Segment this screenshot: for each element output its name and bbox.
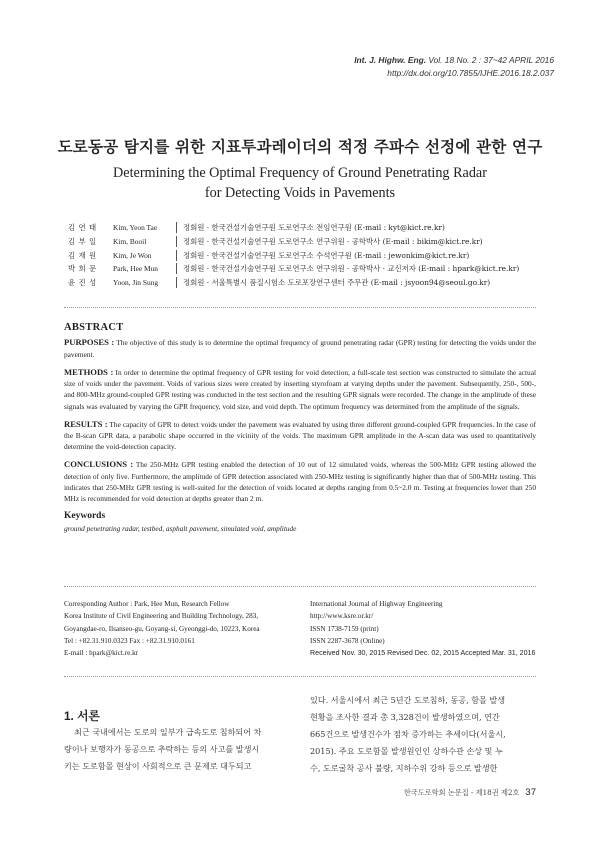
divider-top xyxy=(64,307,536,308)
received-dates: Received Nov. 30, 2015 Revised Dec. 02, 2015 Accepted Mar. 31, 2016 xyxy=(310,649,536,658)
footer-journal: 한국도로학회 논문집 - 제18권 제2호 xyxy=(403,788,520,797)
body-line: 키는 도로함몰 현상이 사회적으로 큰 문제로 대두되고 xyxy=(64,761,252,771)
author-name-en: Kim, Yeon Tae xyxy=(113,223,158,232)
abstract-heading: ABSTRACT xyxy=(64,322,124,333)
author-name-ko: 김 연 태 xyxy=(68,223,97,232)
author-divider xyxy=(176,236,183,247)
corr-line: Tel : +82.31.910.0323 Fax : +82.31.910.0161 xyxy=(64,636,195,645)
journal-name: International Journal of Highway Engineering xyxy=(310,600,443,608)
corr-line: Goyangdae-ro, Ilsanseo-gu, Goyang-si, Gyeonggi-do, 10223, Korea xyxy=(64,624,260,633)
divider-bottom xyxy=(64,676,536,677)
body-line: 량이나 보행자가 동공으로 추락하는 등의 사고를 발생시 xyxy=(64,744,260,754)
abstract-methods xyxy=(64,367,536,413)
title-english-line1: Determining the Optimal Frequency of Ground Penetrating Radar xyxy=(113,165,487,181)
keywords-block xyxy=(64,511,536,534)
keywords-text: ground penetrating radar, testbed, asphalt pavement, simulated void, amplitude xyxy=(64,523,297,533)
doi-link[interactable]: http://dx.doi.org/10.7855/IJHE.2016.18.2.037 xyxy=(387,67,554,78)
methods-text: In order to determine the optimal frequency of GPR testing for void detection, a full-scale test section was constructed to simulate the actual size of voids under the pavement. Voids of various sizes were created by inserting styrofoam at varying depths under the pavement. Subsequently, 250-, 500-, and 800-MHz ground-coupled GPR testing was conducted in the test section and the resulting GPR signals were recorded. The change in the amplitude of these signals was evaluated by varying the GPR frequency, void size, and void depth. The optimum frequency was determined from the amplitude of the signals. xyxy=(64,367,536,411)
author-affiliation: 정회원 · 한국건설기술연구원 도로연구소 수석연구원 (E-mail : jewonkim@kict.re.kr) xyxy=(183,250,470,260)
author-name-ko: 김 부 일 xyxy=(68,236,97,246)
divider-middle xyxy=(64,586,536,587)
author-row xyxy=(68,262,548,276)
issn-online: ISSN 2287-3678 (Online) xyxy=(310,636,385,645)
journal-citation xyxy=(354,54,554,79)
correspondence-block xyxy=(64,598,304,659)
body-line: 현황을 조사한 결과 총 3,328건이 발생하였으며, 연간 xyxy=(310,712,500,722)
conclusions-text: The 250-MHz GPR testing enabled the detection of 10 out of 12 simulated voids, whereas the 500-MHz GPR testing allowed the detection of only five. Furthermore, the amplitude of GPR detection associated with 250-MHz testing is significantly higher than that of 500-MHz testing. This indicates that 250-MHz GPR testing is well-suited for the detection of voids located at depths ranging from 0.5~2.0 m. Testing at frequencies lower than 250 MHz is recommended for void detection at depths greater than 2 m. xyxy=(64,460,536,504)
author-divider xyxy=(176,277,183,288)
body-line: 있다. 서울시에서 최근 5년간 도로침하, 동공, 함몰 발생 xyxy=(310,695,506,705)
purposes-text: The objective of this study is to determine the optimal frequency of ground penetrating radar (GPR) testing for detecting the voids under the pavement. xyxy=(64,338,536,359)
keywords-heading: Keywords xyxy=(64,511,106,522)
results-label: RESULTS : xyxy=(64,418,108,429)
journal-abbrev: Int. J. Highw. Eng. xyxy=(354,55,427,65)
abstract-purposes xyxy=(64,337,536,360)
author-row xyxy=(68,235,548,249)
page-number: 37 xyxy=(525,787,536,798)
author-name-en: Kim, Je Won xyxy=(113,250,152,260)
journal-info-block xyxy=(310,598,550,659)
abstract-conclusions xyxy=(64,459,536,505)
author-divider xyxy=(176,250,183,261)
author-name-ko: 김 재 원 xyxy=(68,250,97,260)
author-row xyxy=(68,276,548,290)
body-line: 수, 도로굴착 공사 불량, 지하수위 강하 등으로 발생한 xyxy=(310,763,498,773)
results-text: The capacity of GPR to detect voids under the pavement was evaluated by using three different ground-coupled GPR frequencies. In the case of the B-scan GPR data, a parabolic shape occurred in the vicinity of the voids. The maximum GPR amplitude in the A-scan data was used to quantitatively determine the void-detection capacity. xyxy=(64,419,537,452)
author-row xyxy=(68,221,548,235)
corr-line: Korea Institute of Civil Engineering and Building Technology, 283, xyxy=(64,612,259,621)
body-column-right xyxy=(310,692,538,777)
body-column-left xyxy=(64,724,290,775)
body-line: 2015). 주요 도로함몰 발생원인인 상하수관 손상 및 누 xyxy=(310,746,503,756)
body-line: 665건으로 발생건수가 점차 증가하는 추세이다(서울시, xyxy=(310,729,506,739)
page-footer xyxy=(404,787,536,798)
corr-email: E-mail : hpark@kict.re.kr xyxy=(64,649,139,658)
abstract-results xyxy=(64,419,536,453)
section-heading: 1. 서론 xyxy=(64,709,100,723)
journal-url[interactable]: http://www.ksre.or.kr/ xyxy=(310,612,374,621)
author-row xyxy=(68,249,548,263)
author-name-en: Yoon, Jin Sung xyxy=(113,278,159,288)
corr-line: Corresponding Author : Park, Hee Mun, Research Fellow xyxy=(64,600,230,608)
author-list xyxy=(68,221,548,290)
purposes-label: PURPOSES : xyxy=(64,337,115,348)
title-english xyxy=(0,163,600,203)
title-korean: 도로동공 탐지를 위한 지표투과레이더의 적정 주파수 선정에 관한 연구 xyxy=(57,137,543,156)
author-divider xyxy=(176,222,183,233)
abstract-section xyxy=(64,322,536,534)
author-affiliation: 정회원 · 한국건설기술연구원 도로연구소 연구위원 · 공학박사 · 교신저자 (E-mail : hpark@kict.re.kr) xyxy=(183,264,520,274)
conclusions-label: CONCLUSIONS : xyxy=(64,459,134,470)
title-english-line2: for Detecting Voids in Pavements xyxy=(204,185,396,201)
author-name-ko: 윤 진 성 xyxy=(68,278,97,288)
body-line: 최근 국내에서는 도로의 일부가 급속도로 침하되어 차 xyxy=(74,727,262,737)
issn-print: ISSN 1738-7159 (print) xyxy=(310,624,379,633)
journal-volume: Vol. 18 No. 2 : 37~42 APRIL 2016 xyxy=(428,55,554,65)
author-affiliation: 정회원 · 한국건설기술연구원 도로연구소 전임연구원 (E-mail : kyt@kict.re.kr) xyxy=(183,223,445,232)
author-affiliation: 정회원 · 서울특별시 품질시험소 도로포장연구센터 주무관 (E-mail : jsyoon94@seoul.go.kr) xyxy=(183,278,491,288)
author-affiliation: 정회원 · 한국건설기술연구원 도로연구소 연구위원 · 공학박사 (E-mail : bikim@kict.re.kr) xyxy=(183,236,483,246)
author-name-en: Park, Hee Mun xyxy=(113,264,158,274)
methods-label: METHODS : xyxy=(64,366,114,377)
author-name-ko: 박 희 문 xyxy=(68,264,97,274)
author-divider xyxy=(176,263,183,274)
author-name-en: Kim, Booil xyxy=(113,236,147,246)
